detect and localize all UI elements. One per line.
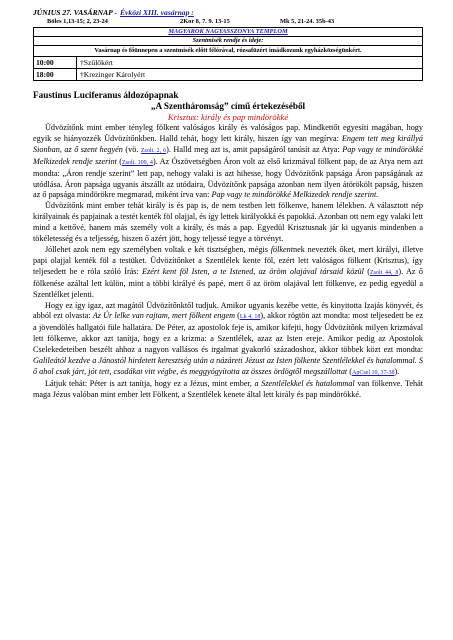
article-title: „A Szentháromság” című értekezéséből bbox=[150, 101, 306, 111]
mass-time: 10:00 bbox=[34, 57, 77, 68]
scripture-link[interactable]: Zsolt. 109, 4 bbox=[122, 159, 153, 166]
quote: Ezért kent föl Isten, a te Istened, az öröm olajával társaid közül bbox=[142, 266, 364, 276]
paragraph-5: Látjuk tehát: Péter is azt tanítja, hogy ez a Jézus, mint ember, a Szentlélekkel és hatalommal van fölkenve. Tehát maga Jézus valóban mint ember lett Fölkent, a Szentlélek kenete által lett király és pap mindörökké. bbox=[33, 378, 423, 399]
document-page bbox=[33, 8, 423, 401]
article-body bbox=[33, 123, 423, 401]
mass-intention: †Krezinger Károlyért bbox=[80, 70, 146, 79]
paragraph-3: Jóllehet azok nem egy személyben voltak e két tisztségben, mégis fölkentnek nevezték őket, mert királyi, illetve papi olajjal kenték föl a testüket. Üdvözítőnket a Szentlélek kente föl, ezért lett valóságos fölkent (Krisztus), így teljesedett be e róla szóló Írás: Ezért kent föl Isten, a te Istened, az öröm olajával társaid közül (Zsolt 44, 8). Az ő fölkenése azáltal lett külön, mint a többi királyé és papé, mert ő az öröm olajával lett fölkenve, ez pedig egyedül a Szentlélket jelenti. bbox=[33, 244, 423, 299]
mass-intention: †Szülőkért bbox=[80, 58, 113, 67]
quote: Engem tett meg királlyá Sionban, az ő szent hegyén bbox=[33, 133, 423, 154]
schedule-subtitle: Szentmisék rendje és ideje: bbox=[34, 37, 422, 46]
quote: a Szentlélekkel és hatalommal bbox=[254, 378, 355, 388]
scripture-link[interactable]: Lk 4, 18 bbox=[239, 314, 261, 321]
paragraph-1: Üdvözítőnk mint ember tényleg fölkent valóságos király és valóságos pap. Mindkettőt egyesíti magában, hogy egyik se hiányozzék Üdvözítőnkben. Halld tehát, hogy lett király, hiszen így van megírva: Engem tett meg királlyá Sionban, az ő szent hegyén (vö. Zsolt. 2, 6). Halld meg azt is, amit papságáról tanúsít az Atya: Pap vagy te mindörökké Melkizedek rendje szerint (Zsolt. 109, 4). Az Ószövetségben Áron volt az első krizmával fölkent pap, de az Atya nem azt mondta: „Áron rendje szerint” lett pap, nehogy valaki is azt hihesse, hogy Üdvözítőnk papsága Áron papságának az utódlása. Áron papsága ugyanis átszállt az utódaira, Üdvözítőnk papsága azonban nem ilyen átörökölt papság, hiszen az ő papsága mindörökre megmarad, miként írva van: Pap vagy te mindörökké Melkizedek rendje szerint. bbox=[33, 123, 423, 200]
article-author: Faustinus Luciferanus áldozópapnak bbox=[33, 90, 179, 100]
paragraph-4: Hogy ez így igaz, azt magától Üdvözítőnktől tudjuk. Amikor ugyanis kezébe vette, és kinyitotta Izajás könyvét, és abból ezt olvasta: Az Úr lelke van rajtam, mert fölkent engem (Lk 4, 18), akkor rögtön azt mondta: most teljesedett be ez a jövendölés hallgatói füle hallatára. De Péter, az apostolok feje is, amikor kifejti, hogy Üdvözítőnk milyen krizmával lett fölkenve, akkor azt tanítja, hogy ez a krizma: a Szentlélek, azaz az Isten ereje. Amikor pedig az Apostolok Cselekedeteiben beszélt ahhoz a nagyon vallásos és irgalmat gyakorló századoshoz, akkor többek közt ezt mondta: Galileától kezdve a Jánostól hirdetett keresztség után a názáreti Jézust az Isten fölkente Szentlélekkel és hatalommal. S ő ahol csak járt, jót tett, csodákat vitt végbe, és meggyógyította az összes ördögtől megszállottat (ApCsel 10, 37-38). bbox=[33, 300, 423, 376]
church-name: MAGYAROK NAGYASSZONYA TEMPLOM bbox=[34, 28, 422, 37]
quote: Pap vagy te mindörökké Melkizedek rendje szerint bbox=[33, 144, 423, 166]
emphasis: fölkent bbox=[270, 244, 293, 254]
liturgical-header bbox=[33, 8, 423, 17]
reading-2: 2Kor 8, 7. 9. 13-15 bbox=[180, 18, 230, 25]
reading-3: Mk 5, 21-24. 35b-43 bbox=[280, 18, 335, 25]
scripture-link[interactable]: ApCsel 10, 37-38 bbox=[351, 369, 395, 376]
date-label: JÚNIUS 27. VASÁRNAP - bbox=[33, 8, 117, 17]
rosary-note: Vasárnap és főünnepen a szentmisék előtt félórával, rózsafüzért imádkozunk egyházközségünkért. bbox=[34, 46, 422, 57]
quote: Pap vagy te mindörökké Melkizedek rendje szerint. bbox=[211, 190, 379, 200]
sunday-name: Évközi XIII. vasárnap : bbox=[119, 8, 194, 17]
mass-time: 18:00 bbox=[34, 69, 77, 80]
quote: Galileától kezdve a Jánostól hirdetett keresztség után a názáreti Jézust az Isten fölkente Szentlélekkel és hatalommal. S ő ahol csak járt, jót tett, csodákat vitt végbe, és meggyógyította az összes ördögtől megszállottat bbox=[33, 356, 423, 376]
reading-1: Böles 1,13-15; 2, 23-24 bbox=[47, 18, 108, 25]
mass-row bbox=[34, 68, 422, 80]
paragraph-2: Üdvözítőnk mint ember tehát király is és pap is, de nem testben lett fölkenve, hanem lélekben. A választott nép királyainak és papjainak a testét kenték föl olajjal, és így lettek királyokká és papokká. Azonban ott nem egy valaki lett mind a kettővé, hanem más személy volt a király, és más a pap. Egyedül Krisztusnak jár ki ugyanis mindenben a tökéletesség és a teljesség, hiszen ő azért jött, hogy teljessé tegye a törvényt. bbox=[33, 201, 423, 244]
quote: Az Úr lelke van rajtam, mert fölkent engem bbox=[92, 311, 236, 321]
article-subtitle: Krisztus: király és pap mindörökké bbox=[167, 112, 289, 122]
scripture-link[interactable]: Zsolt. 2, 6 bbox=[140, 147, 167, 154]
reading-references bbox=[47, 17, 423, 26]
mass-row bbox=[34, 57, 422, 68]
scripture-link[interactable]: Zsolt 44, 8 bbox=[369, 269, 399, 276]
mass-schedule-table bbox=[33, 27, 423, 81]
